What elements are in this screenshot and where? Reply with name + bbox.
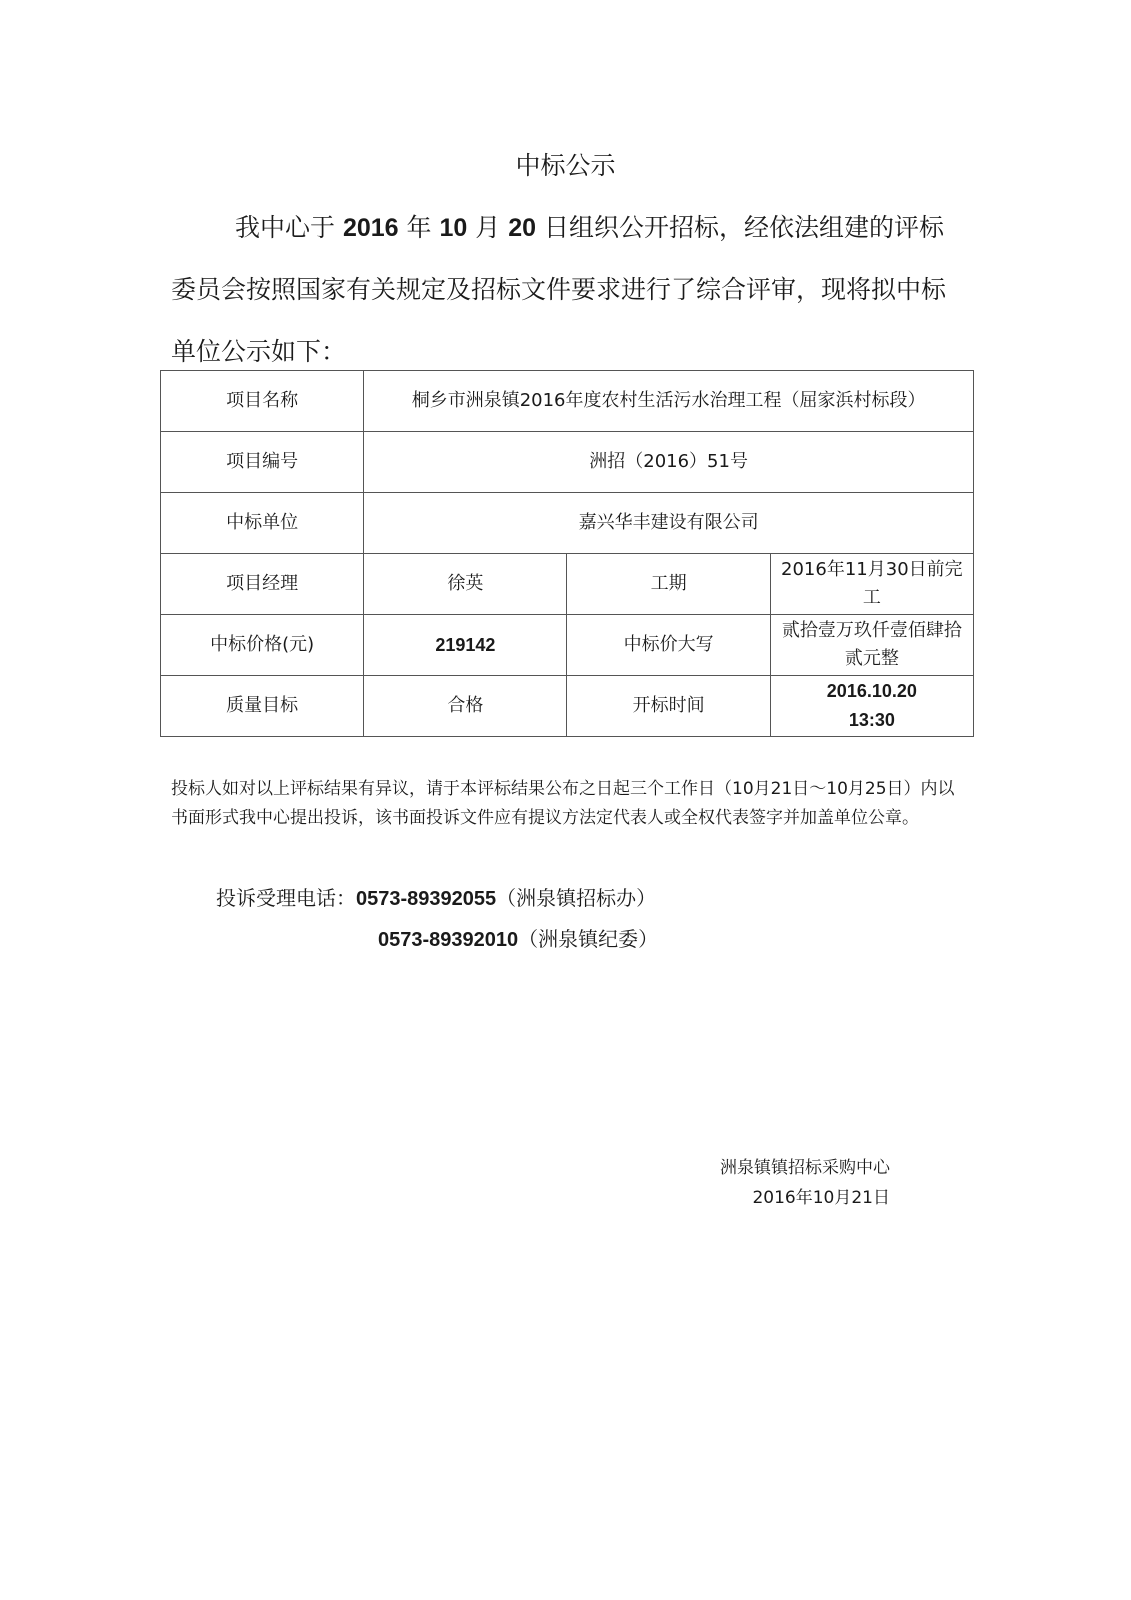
intro-month: 10 [439,214,468,242]
intro-text-1: 我中心于 [235,213,336,242]
complaint-line-1 [216,878,658,919]
intro-paragraph [171,197,961,383]
project-no-label: 项目编号 [161,432,364,493]
complaint-phone-1: 0573-89392055 [356,888,497,910]
table-row [161,554,974,615]
table-row [161,493,974,554]
table-row [161,676,974,737]
manager-value: 徐英 [364,554,567,615]
intro-text-3: 月 [475,213,501,242]
intro-text-2: 年 [406,213,432,242]
intro-year: 2016 [342,214,399,242]
complaint-label: 投诉受理电话： [216,886,356,910]
opening-value [770,676,973,737]
project-name-value: 桐乡市洲泉镇2016年度农村生活污水治理工程（屈家浜村标段） [364,371,974,432]
table-row [161,615,974,676]
complaint-line-2 [216,919,658,960]
complaint-phone-1-note: （洲泉镇招标办） [496,886,657,910]
duration-value: 2016年11月30日前完工 [770,554,973,615]
price-label: 中标价格(元) [161,615,364,676]
opening-time: 13:30 [848,710,895,730]
complaint-phone-2-note: （洲泉镇纪委） [518,927,659,951]
project-no-value: 洲招（2016）51号 [364,432,974,493]
price-words-value: 贰拾壹万玖仟壹佰肆拾贰元整 [770,615,973,676]
opening-date: 2016.10.20 [826,681,917,701]
price-words-label: 中标价大写 [567,615,770,676]
quality-label: 质量目标 [161,676,364,737]
project-name-label: 项目名称 [161,371,364,432]
opening-label: 开标时间 [567,676,770,737]
duration-label: 工期 [567,554,770,615]
page-title: 中标公示 [515,151,616,180]
quality-value: 合格 [364,676,567,737]
intro-day: 20 [508,214,537,242]
signature-block [690,1153,890,1213]
signature-date: 2016年10月21日 [752,1188,890,1208]
complaint-phone-2: 0573-89392010 [378,929,519,951]
table-row [161,371,974,432]
table-row [161,432,974,493]
result-table [160,370,974,737]
manager-label: 项目经理 [161,554,364,615]
winner-label: 中标单位 [161,493,364,554]
intro-text-4: 日组织公开招标，经依法组建的评标委员会按照国家有关规定及招标文件要求进行了综合评审，现将拟中标单位公示如下： [171,213,947,366]
price-value: 219142 [364,615,567,676]
winner-value: 嘉兴华丰建设有限公司 [364,493,974,554]
signature-org: 洲泉镇镇招标采购中心 [720,1158,890,1178]
objection-notice: 投标人如对以上评标结果有异议，请于本评标结果公布之日起三个工作日（10月21日～10月25日）内以书面形式我中心提出投诉，该书面投诉文件应有提议方法定代表人或全权代表签字并加盖单位公章。 [171,779,955,828]
complaint-phones [216,878,658,960]
